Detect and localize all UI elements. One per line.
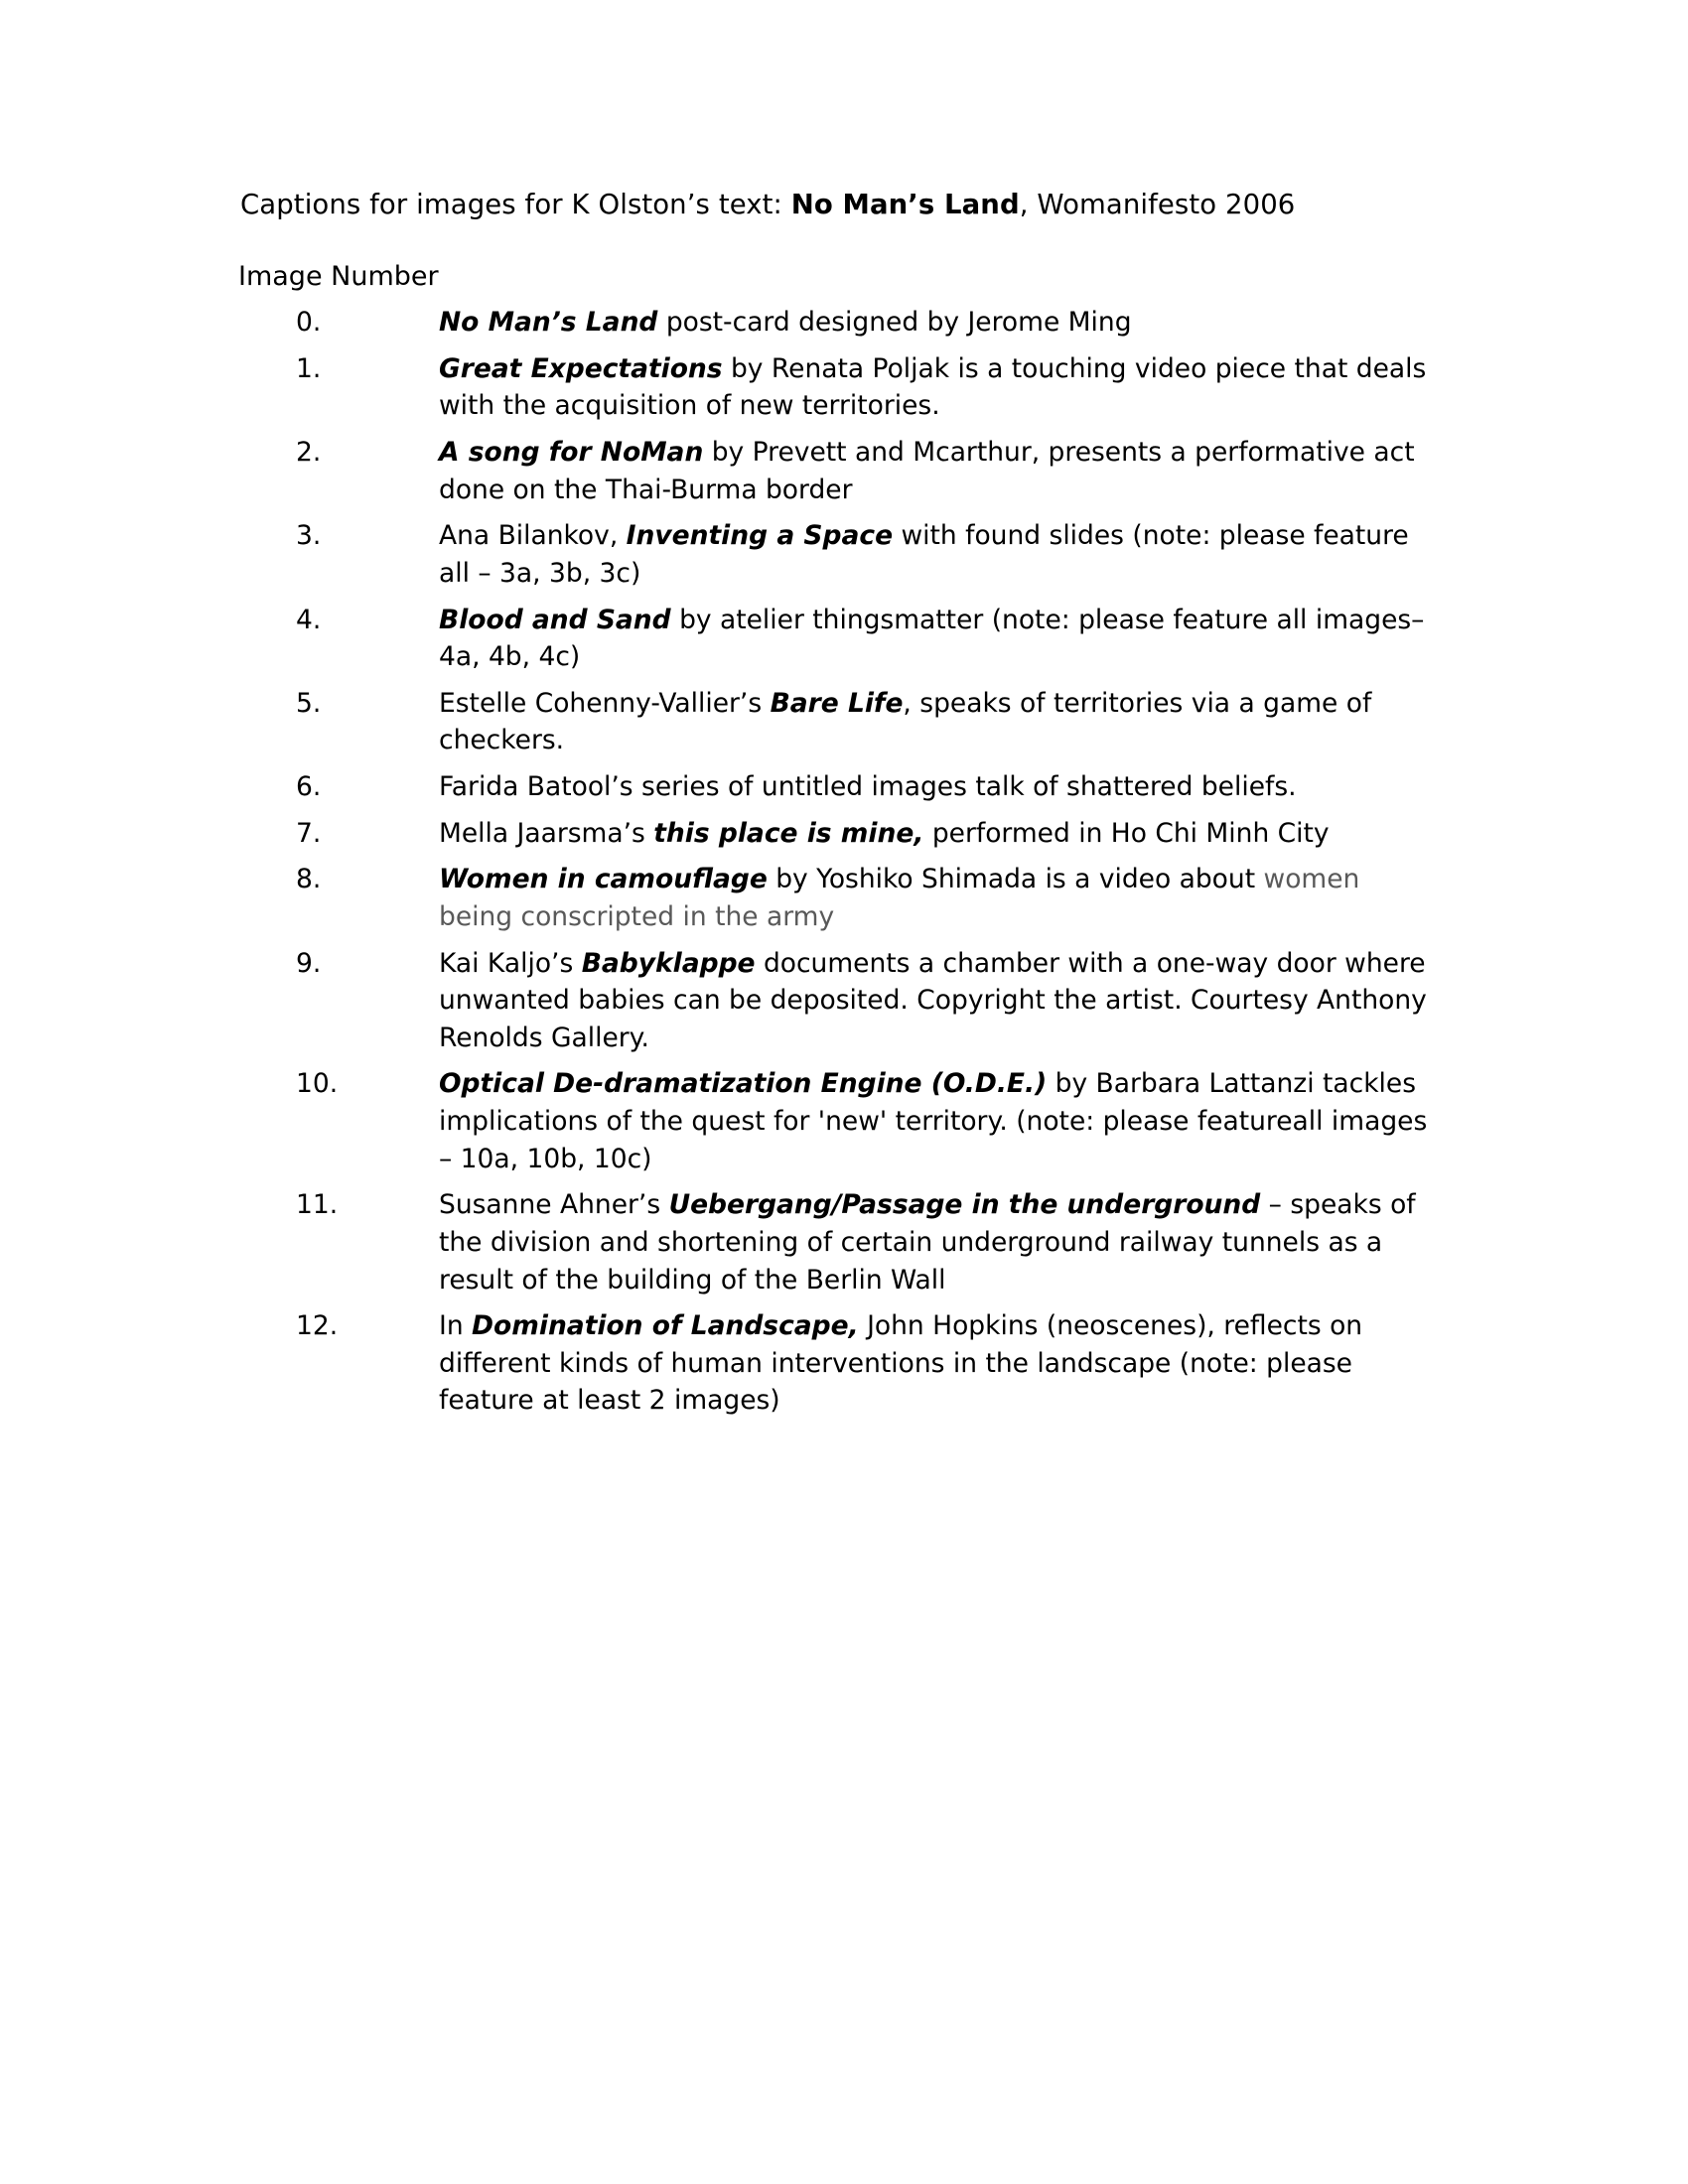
caption-item-text-run: In: [439, 1310, 473, 1342]
caption-item-text-run: Kai Kaljo’s: [439, 947, 582, 979]
caption-item-number: 7.: [296, 817, 322, 849]
caption-list-item: [240, 685, 1472, 759]
caption-item-number: 0.: [296, 307, 322, 339]
caption-list-item: [240, 350, 1472, 425]
caption-list-item: [240, 1186, 1472, 1298]
caption-item-number: 2.: [296, 437, 322, 469]
section-subheading: Image Number: [238, 261, 439, 293]
caption-item-text: [439, 350, 1432, 425]
caption-item-text-run: by Yoshiko Shimada is a video about: [767, 864, 1264, 895]
caption-item-text-run: , speaks of territories via a game of checkers.: [439, 687, 1372, 756]
caption-item-text-run: with found slides (note: please feature all – 3a, 3b, 3c): [439, 520, 1409, 589]
caption-item-text: [439, 768, 1432, 806]
caption-item-text-run: by Renata Poljak is a touching video piece that deals with the acquisition of new territories.: [439, 352, 1427, 422]
caption-list-item: [240, 861, 1472, 935]
caption-item-text: [439, 602, 1432, 676]
caption-item-text-run: post-card designed by Jerome Ming: [657, 307, 1132, 339]
caption-item-text: [439, 517, 1432, 592]
caption-item-text-run: John Hopkins (neoscenes), reflects on different kinds of human interventions in the landscape (note: please feature at least 2 images): [439, 1310, 1363, 1417]
caption-item-title: Women in camouflage: [439, 864, 768, 895]
caption-list-item: [240, 1307, 1472, 1420]
caption-item-text: [439, 304, 1432, 341]
caption-item-text-run: Estelle Cohenny-Vallier’s: [439, 687, 771, 719]
caption-list: [240, 304, 1472, 1420]
caption-item-text-run: Ana Bilankov,: [439, 520, 627, 552]
caption-item-number: 1.: [296, 352, 322, 384]
caption-item-title: No Man’s Land: [439, 307, 658, 339]
caption-item-number: 6.: [296, 771, 322, 803]
caption-item-text-run: Farida Batool’s series of untitled images talk of shattered beliefs.: [439, 771, 1297, 803]
caption-item-number: 4.: [296, 604, 322, 635]
caption-item-number: 8.: [296, 864, 322, 895]
caption-item-title: Bare Life: [770, 687, 904, 719]
caption-item-text-run: documents a chamber with a one-way door where unwanted babies can be deposited. Copyright the artist. Courtesy Anthony Renolds Gallery.: [439, 947, 1427, 1053]
caption-list-item: [240, 768, 1472, 806]
caption-item-text: [439, 861, 1432, 935]
caption-item-text: [439, 945, 1432, 1057]
caption-item-text: [439, 1186, 1432, 1298]
caption-item-text: [439, 815, 1432, 853]
caption-list-item: [240, 815, 1472, 853]
caption-item-title: this place is mine,: [653, 817, 924, 849]
caption-item-text-run: by Prevett and Mcarthur, presents a performative act done on the Thai-Burma border: [439, 437, 1415, 505]
caption-item-title: Uebergang/Passage in the underground: [668, 1189, 1261, 1221]
caption-item-title: Babyklappe: [581, 947, 756, 979]
caption-list-item: [240, 945, 1472, 1057]
document-title-prefix: Captions for images for K Olston’s text:: [240, 189, 791, 220]
caption-item-title: Inventing a Space: [626, 520, 894, 552]
caption-list-item: [240, 517, 1472, 592]
caption-list-item: [240, 602, 1472, 676]
caption-item-title: Blood and Sand: [439, 604, 671, 635]
document-title: [240, 187, 1472, 223]
document-body: [240, 187, 1472, 1420]
caption-item-title: A song for NoMan: [439, 437, 704, 469]
document-title-bold: No Man’s Land: [790, 189, 1020, 220]
caption-item-title: Domination of Landscape,: [472, 1310, 859, 1342]
caption-item-text-run: – speaks of the division and shortening of certain underground railway tunnels as a result of the building of the Berlin Wall: [439, 1189, 1416, 1296]
caption-item-text: [439, 434, 1432, 508]
caption-item-number: 11.: [296, 1189, 339, 1221]
caption-item-number: 3.: [296, 520, 322, 552]
caption-item-text-run: Mella Jaarsma’s: [439, 817, 654, 849]
caption-item-text-run: by Barbara Lattanzi tackles implications of the quest for 'new' territory. (note: please featureall images – 10a, 10b, 10c): [439, 1068, 1428, 1174]
caption-item-title: Great Expectations: [439, 352, 723, 384]
caption-list-item: [240, 434, 1472, 508]
caption-item-text: [439, 685, 1432, 759]
caption-item-number: 9.: [296, 947, 322, 979]
caption-item-text-run: by atelier thingsmatter (note: please feature all images– 4a, 4b, 4c): [439, 604, 1425, 673]
caption-item-text-gray: women being conscripted in the army: [439, 864, 1360, 932]
caption-item-text-run: Susanne Ahner’s: [439, 1189, 669, 1221]
caption-item-text: [439, 1065, 1432, 1177]
caption-item-title: Optical De-dramatization Engine (O.D.E.): [439, 1068, 1048, 1100]
caption-list-item: [240, 304, 1472, 341]
caption-item-text-run: performed in Ho Chi Minh City: [923, 817, 1330, 849]
caption-item-number: 5.: [296, 687, 322, 719]
caption-list-item: [240, 1065, 1472, 1177]
caption-item-text: [439, 1307, 1432, 1420]
caption-item-number: 10.: [296, 1068, 339, 1100]
document-title-suffix: , Womanifesto 2006: [1019, 189, 1296, 220]
caption-item-number: 12.: [296, 1310, 339, 1342]
